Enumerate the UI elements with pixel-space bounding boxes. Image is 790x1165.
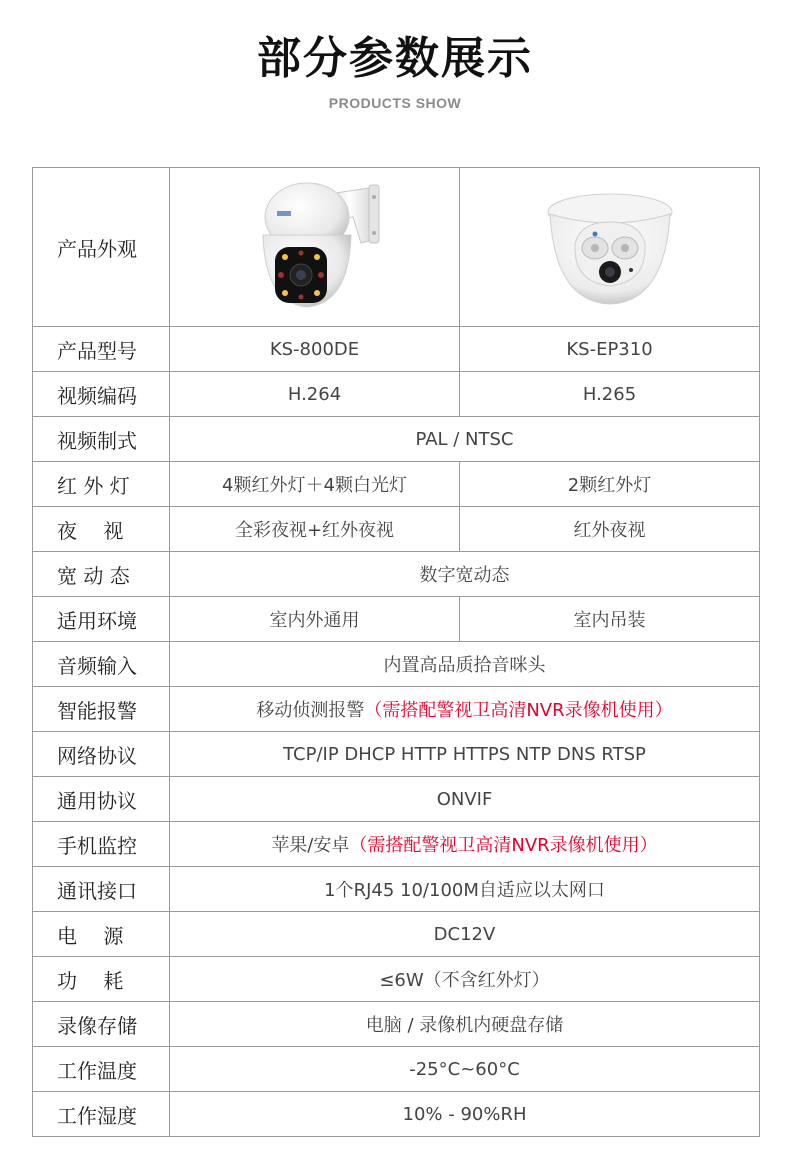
- table-row: [33, 777, 760, 822]
- row-label: 适用环境: [33, 597, 170, 642]
- table-row: [33, 687, 760, 732]
- table-row-appearance: [33, 168, 760, 327]
- row-label: 手机监控: [33, 822, 170, 867]
- spec-table: [32, 167, 760, 1137]
- table-row: [33, 597, 760, 642]
- row-label: 智能报警: [33, 687, 170, 732]
- table-row: [33, 1047, 760, 1092]
- table-row: [33, 507, 760, 552]
- value-text: 苹果/安卓: [271, 835, 350, 856]
- table-row: [33, 552, 760, 597]
- value-text: -25°C~60°C: [409, 1058, 520, 1080]
- row-label: 工作温度: [33, 1047, 170, 1092]
- table-row: [33, 1002, 760, 1047]
- row-value: [170, 957, 760, 1002]
- row-value: [170, 417, 760, 462]
- row-label: 宽 动 态: [33, 552, 170, 597]
- row-value: [170, 687, 760, 732]
- row-label: 音频输入: [33, 642, 170, 687]
- value-text: 数字宽动态: [419, 565, 510, 586]
- value-text: 移动侦测报警: [256, 700, 365, 721]
- value-text: 内置高品质拾音咪头: [383, 655, 546, 676]
- row-label: 电 源: [33, 912, 170, 957]
- product-image-ptz-camera: [170, 168, 460, 327]
- value-model-2: 2颗红外灯: [460, 462, 760, 507]
- row-value: [170, 1002, 760, 1047]
- page-title: 部分参数展示: [257, 33, 533, 84]
- value-note: （需搭配警视卫高清NVR录像机使用）: [364, 700, 673, 721]
- table-row: [33, 462, 760, 507]
- table-row: [33, 372, 760, 417]
- row-label: 工作湿度: [33, 1092, 170, 1137]
- value-text: 1个RJ45 10/100M自适应以太网口: [324, 880, 605, 901]
- value-model-1: KS-800DE: [170, 327, 460, 372]
- value-text: TCP/IP DHCP HTTP HTTPS NTP DNS RTSP: [283, 743, 646, 765]
- value-text: PAL / NTSC: [415, 428, 514, 450]
- table-row: [33, 327, 760, 372]
- value-model-1: H.264: [170, 372, 460, 417]
- ptz-camera-icon: [235, 177, 395, 317]
- value-model-2: KS-EP310: [460, 327, 760, 372]
- value-model-1: 室内外通用: [170, 597, 460, 642]
- table-row: [33, 732, 760, 777]
- row-label: 夜 视: [33, 507, 170, 552]
- row-value: [170, 732, 760, 777]
- dome-camera-icon: [535, 182, 685, 312]
- spec-table-body: [33, 327, 760, 1137]
- row-label: 视频制式: [33, 417, 170, 462]
- row-value: [170, 552, 760, 597]
- table-row: [33, 867, 760, 912]
- row-value: [170, 777, 760, 822]
- value-model-2: 室内吊装: [460, 597, 760, 642]
- row-label: 功 耗: [33, 957, 170, 1002]
- table-row: [33, 642, 760, 687]
- table-row: [33, 1092, 760, 1137]
- table-row: [33, 822, 760, 867]
- row-label: 视频编码: [33, 372, 170, 417]
- table-row: [33, 957, 760, 1002]
- row-label: 产品外观: [33, 168, 170, 327]
- product-image-dome-camera: [460, 168, 760, 327]
- row-value: [170, 822, 760, 867]
- row-label: 产品型号: [33, 327, 170, 372]
- row-label: 录像存储: [33, 1002, 170, 1047]
- row-label: 红 外 灯: [33, 462, 170, 507]
- page-subtitle: PRODUCTS SHOW: [328, 95, 462, 111]
- value-model-2: 红外夜视: [460, 507, 760, 552]
- row-value: [170, 1092, 760, 1137]
- value-text: ONVIF: [436, 788, 493, 810]
- row-label: 网络协议: [33, 732, 170, 777]
- value-model-1: 4颗红外灯＋4颗白光灯: [170, 462, 460, 507]
- row-value: [170, 867, 760, 912]
- row-label: 通讯接口: [33, 867, 170, 912]
- value-text: 电脑 / 录像机内硬盘存储: [365, 1015, 564, 1036]
- value-text: DC12V: [433, 923, 496, 945]
- value-text: 10% - 90%RH: [402, 1103, 527, 1125]
- row-value: [170, 1047, 760, 1092]
- value-model-1: 全彩夜视+红外夜视: [170, 507, 460, 552]
- row-label: 通用协议: [33, 777, 170, 822]
- value-note: （需搭配警视卫高清NVR录像机使用）: [349, 835, 658, 856]
- value-model-2: H.265: [460, 372, 760, 417]
- row-value: [170, 642, 760, 687]
- value-text: ≤6W（不含红外灯）: [379, 970, 550, 991]
- table-row: [33, 912, 760, 957]
- table-row: [33, 417, 760, 462]
- row-value: [170, 912, 760, 957]
